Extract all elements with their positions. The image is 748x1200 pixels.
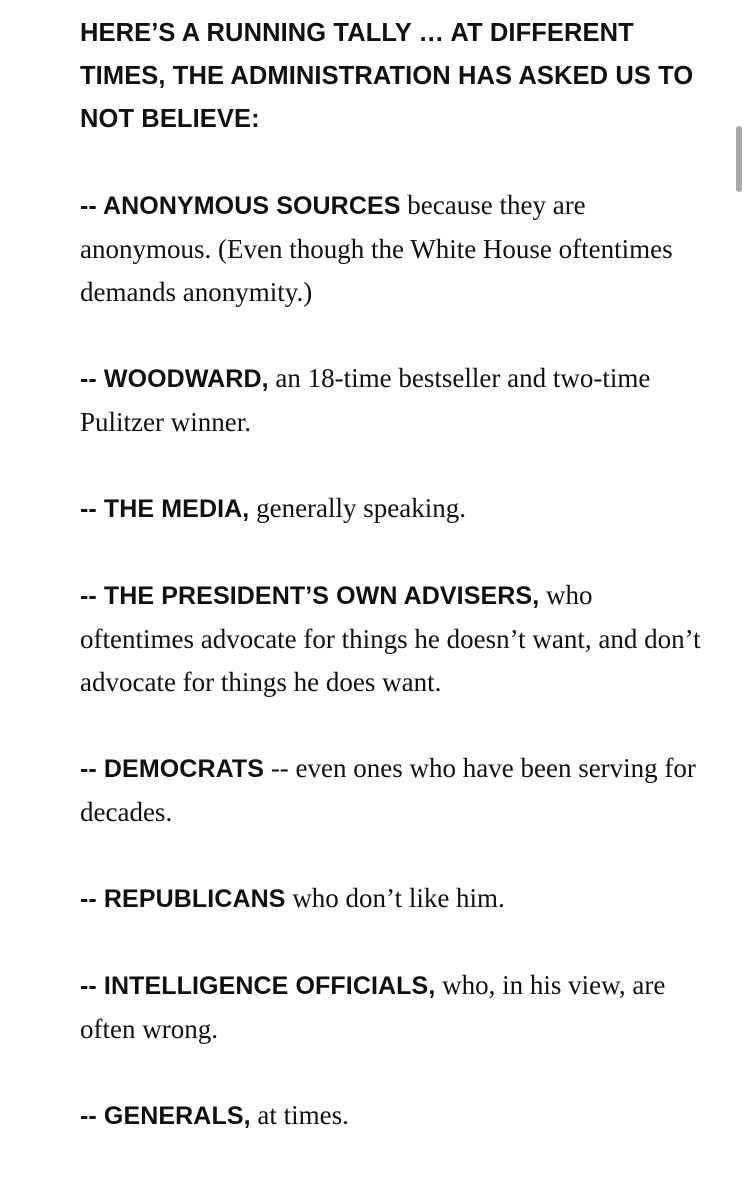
item-text: an 18-time bestseller and two-time Pulitzer winner. [80,363,651,437]
list-item [80,184,710,314]
item-lead: -- DEMOCRATS [80,755,265,783]
list-item [80,877,710,921]
list-item [80,747,710,834]
list-item [80,964,710,1051]
list-item [80,357,710,444]
item-text: who oftentimes advocate for things he doesn’t want, and don’t advocate for things he does want. [80,580,701,697]
item-lead: -- REPUBLICANS [80,885,286,913]
item-lead: -- ANONYMOUS SOURCES [80,192,401,220]
item-text: at times. [250,1100,349,1130]
item-lead: -- INTELLIGENCE OFFICIALS, [80,972,436,1000]
item-text: -- even ones who have been serving for decades. [80,753,696,827]
item-lead: -- WOODWARD, [80,365,269,393]
list-item [80,487,710,531]
item-lead: -- THE PRESIDENT’S OWN ADVISERS, [80,582,540,610]
headline: HERE’S A RUNNING TALLY … AT DIFFERENT TIMES, THE ADMINISTRATION HAS ASKED US TO NOT BELIEVE: [80,19,694,133]
item-lead: -- GENERALS, [80,1102,251,1130]
article-body [80,12,710,1138]
item-text: who, in his view, are often wrong. [80,970,666,1044]
item-text: because they are anonymous. (Even though the White House oftentimes demands anonymity.) [80,190,673,307]
item-text: who don’t like him. [285,883,505,913]
scrollbar[interactable] [736,126,742,192]
item-text: generally speaking. [249,493,467,523]
list-item [80,574,710,704]
list-item [80,1094,710,1138]
item-lead: -- THE MEDIA, [80,495,250,523]
